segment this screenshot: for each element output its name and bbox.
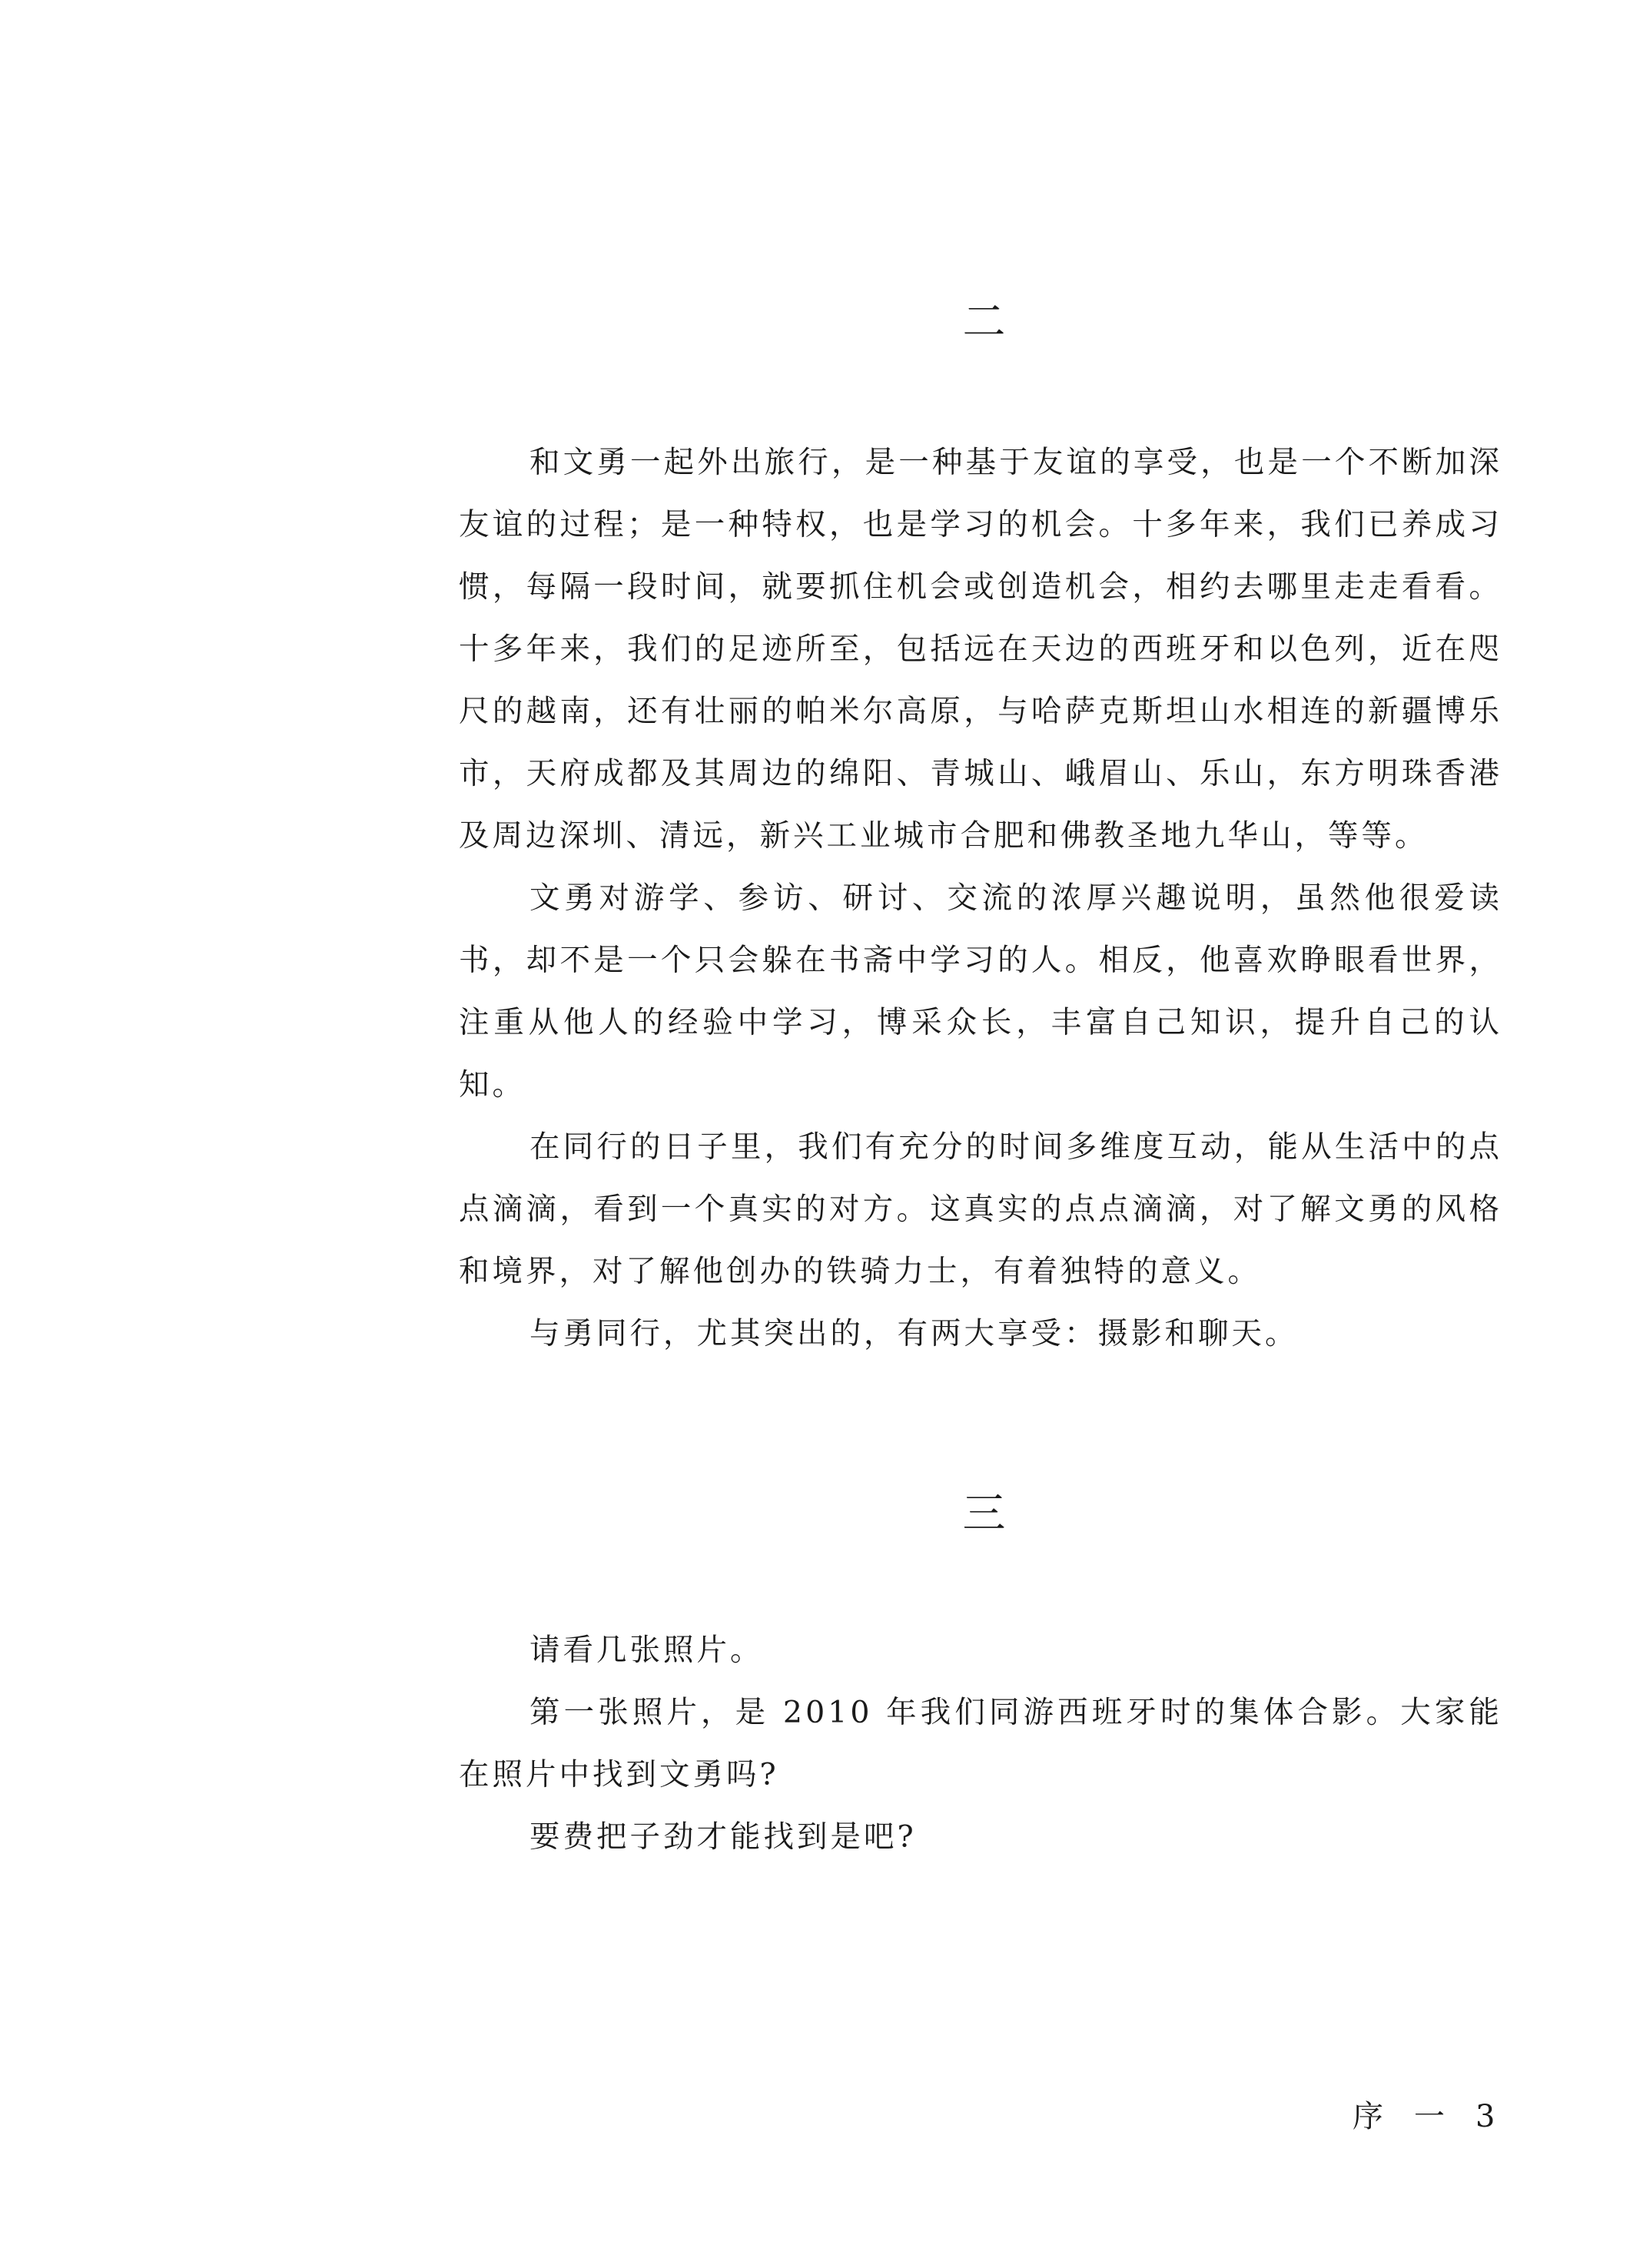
page-number: 3 bbox=[1475, 2099, 1495, 2134]
paragraph: 文勇对游学、参访、研讨、交流的浓厚兴趣说明，虽然他很爱读书，却不是一个只会躲在书斋中学习的人。相反，他喜欢睁眼看世界，注重从他人的经验中学习，博采众长，丰富自己知识，提升自己的认知。 bbox=[459, 880, 1502, 1102]
section-two-title: 二 bbox=[962, 297, 1006, 347]
paragraph: 要费把子劲才能找到是吧? bbox=[529, 1819, 917, 1855]
section-three-title: 三 bbox=[962, 1489, 1006, 1539]
paragraph: 第一张照片，是 2010 年我们同游西班牙时的集体合影。大家能在照片中找到文勇吗? bbox=[459, 1695, 1502, 1792]
page-footer bbox=[1353, 2101, 1495, 2132]
paragraph: 请看几张照片。 bbox=[529, 1633, 764, 1668]
footer-separator: 一 bbox=[1414, 2099, 1445, 2134]
section-two-body bbox=[459, 432, 1502, 1365]
paragraph: 与勇同行，尤其突出的，有两大享受：摄影和聊天。 bbox=[529, 1316, 1299, 1351]
footer-chapter-label: 序 bbox=[1353, 2099, 1383, 2134]
paragraph: 在同行的日子里，我们有充分的时间多维度互动，能从生活中的点点滴滴，看到一个真实的对方。这真实的点点滴滴，对了解文勇的风格和境界，对了解他创办的铁骑力士，有着独特的意义。 bbox=[459, 1129, 1502, 1289]
paragraph: 和文勇一起外出旅行，是一种基于友谊的享受，也是一个不断加深友谊的过程；是一种特权，也是学习的机会。十多年来，我们已养成习惯，每隔一段时间，就要抓住机会或创造机会，相约去哪里走走看看。十多年来，我们的足迹所至，包括远在天边的西班牙和以色列，近在咫尺的越南，还有壮丽的帕米尔高原，与哈萨克斯坦山水相连的新疆博乐市，天府成都及其周边的绵阳、青城山、峨眉山、乐山，东方明珠香港及周边深圳、清远，新兴工业城市合肥和佛教圣地九华山，等等。 bbox=[459, 445, 1502, 854]
section-three-body bbox=[459, 1620, 1502, 1868]
